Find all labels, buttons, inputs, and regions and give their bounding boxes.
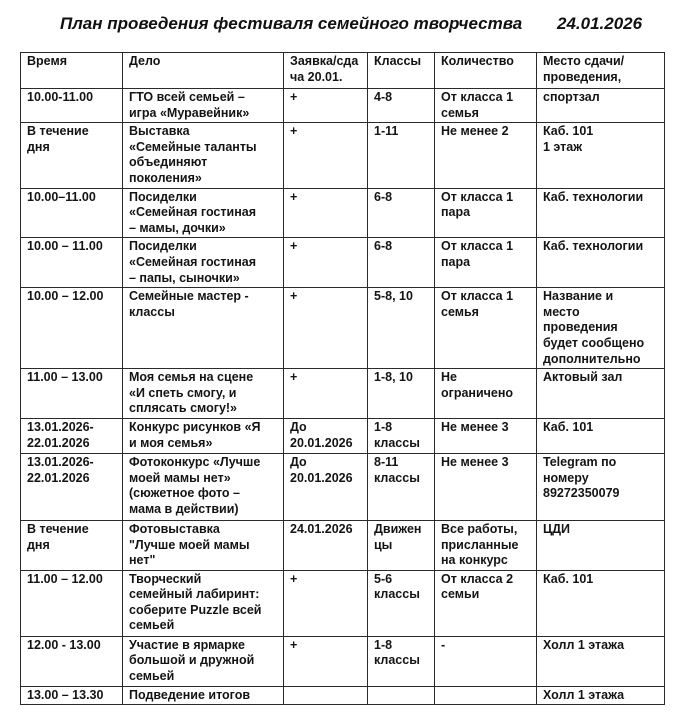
cell-grades: 5-8, 10 (368, 288, 435, 369)
header-application: Заявка/сда ча 20.01. (284, 53, 368, 89)
cell-grades: 1-8, 10 (368, 369, 435, 419)
cell-time: 10.00-11.00 (21, 89, 123, 123)
cell-grades: 5-6 классы (368, 570, 435, 636)
cell-quantity: От класса 1 пара (435, 188, 537, 238)
cell-grades: 6-8 (368, 238, 435, 288)
cell-quantity: Не менее 3 (435, 453, 537, 520)
cell-activity: ГТО всей семьей – игра «Муравейник» (123, 89, 284, 123)
cell-time: 11.00 – 12.00 (21, 570, 123, 636)
cell-application: + (284, 570, 368, 636)
table-row (21, 570, 665, 636)
header-activity: Дело (123, 53, 284, 89)
cell-activity: Подведение итогов (123, 686, 284, 705)
table-row (21, 238, 665, 288)
cell-grades: 4-8 (368, 89, 435, 123)
table-row (21, 369, 665, 419)
cell-time: 12.00 - 13.00 (21, 636, 123, 686)
cell-activity: Посиделки «Семейная гостиная – папы, сыночки» (123, 238, 284, 288)
cell-grades: Движен цы (368, 520, 435, 570)
table-row (21, 418, 665, 453)
table-header-row (21, 53, 665, 89)
cell-quantity: От класса 1 семья (435, 89, 537, 123)
cell-quantity: От класса 1 семья (435, 288, 537, 369)
cell-time: 10.00 – 11.00 (21, 238, 123, 288)
cell-application: + (284, 288, 368, 369)
cell-activity: Выставка «Семейные таланты объединяют поколения» (123, 123, 284, 188)
header-grades: Классы (368, 53, 435, 89)
cell-grades: 6-8 (368, 188, 435, 238)
cell-grades (368, 686, 435, 705)
table-row (21, 188, 665, 238)
cell-quantity: Не ограничено (435, 369, 537, 419)
cell-place: Холл 1 этажа (537, 636, 665, 686)
table-row (21, 123, 665, 188)
cell-activity: Фотовыставка "Лучше моей мамы нет" (123, 520, 284, 570)
cell-time: 13.01.2026- 22.01.2026 (21, 453, 123, 520)
header-place: Место сдачи/ проведения, (537, 53, 665, 89)
cell-application: + (284, 89, 368, 123)
cell-place: Каб. технологии (537, 238, 665, 288)
cell-place: Каб. 101 (537, 418, 665, 453)
cell-grades: 1-8 классы (368, 636, 435, 686)
cell-quantity: Не менее 2 (435, 123, 537, 188)
cell-grades: 1-11 (368, 123, 435, 188)
cell-place: Каб. 101 1 этаж (537, 123, 665, 188)
table-row (21, 89, 665, 123)
cell-activity: Фотоконкурс «Лучше моей мамы нет» (сюжетное фото – мама в действии) (123, 453, 284, 520)
cell-quantity: - (435, 636, 537, 686)
cell-time: 11.00 – 13.00 (21, 369, 123, 419)
cell-place: Актовый зал (537, 369, 665, 419)
table-row (21, 288, 665, 369)
cell-place: Каб. технологии (537, 188, 665, 238)
page-title (60, 14, 660, 42)
cell-application (284, 686, 368, 705)
cell-place: Каб. 101 (537, 570, 665, 636)
title-date: 24.01.2026 (557, 14, 643, 33)
cell-place: Название и место проведения будет сообщено дополнительно (537, 288, 665, 369)
table-row (21, 453, 665, 520)
title-text: План проведения фестиваля семейного творчества (60, 14, 523, 33)
cell-place: ЦДИ (537, 520, 665, 570)
cell-activity: Творческий семейный лабиринт: соберите Puzzle всей семьей (123, 570, 284, 636)
cell-activity: Посиделки «Семейная гостиная – мамы, дочки» (123, 188, 284, 238)
table-row (21, 636, 665, 686)
cell-quantity: Все работы, присланные на конкурс (435, 520, 537, 570)
cell-quantity: От класса 1 пара (435, 238, 537, 288)
header-time: Время (21, 53, 123, 89)
cell-application: + (284, 188, 368, 238)
cell-application: + (284, 238, 368, 288)
cell-quantity: От класса 2 семьи (435, 570, 537, 636)
cell-time: 13.00 – 13.30 (21, 686, 123, 705)
cell-time: В течение дня (21, 123, 123, 188)
cell-grades: 8-11 классы (368, 453, 435, 520)
table-row (21, 686, 665, 705)
cell-activity: Семейные мастер - классы (123, 288, 284, 369)
cell-time: 10.00–11.00 (21, 188, 123, 238)
cell-application: 24.01.2026 (284, 520, 368, 570)
cell-place: Telegram по номеру 89272350079 (537, 453, 665, 520)
cell-application: До 20.01.2026 (284, 418, 368, 453)
header-quantity: Количество (435, 53, 537, 89)
cell-activity: Моя семья на сцене «И спеть смогу, и сплясать смогу!» (123, 369, 284, 419)
cell-activity: Конкурс рисунков «Я и моя семья» (123, 418, 284, 453)
cell-time: 10.00 – 12.00 (21, 288, 123, 369)
table-row (21, 520, 665, 570)
cell-quantity (435, 686, 537, 705)
cell-quantity: Не менее 3 (435, 418, 537, 453)
cell-place: спортзал (537, 89, 665, 123)
cell-application: До 20.01.2026 (284, 453, 368, 520)
cell-application: + (284, 123, 368, 188)
cell-application: + (284, 636, 368, 686)
cell-time: В течение дня (21, 520, 123, 570)
cell-application: + (284, 369, 368, 419)
cell-place: Холл 1 этажа (537, 686, 665, 705)
cell-grades: 1-8 классы (368, 418, 435, 453)
cell-time: 13.01.2026- 22.01.2026 (21, 418, 123, 453)
cell-activity: Участие в ярмарке большой и дружной семьей (123, 636, 284, 686)
festival-schedule-table (20, 52, 665, 705)
